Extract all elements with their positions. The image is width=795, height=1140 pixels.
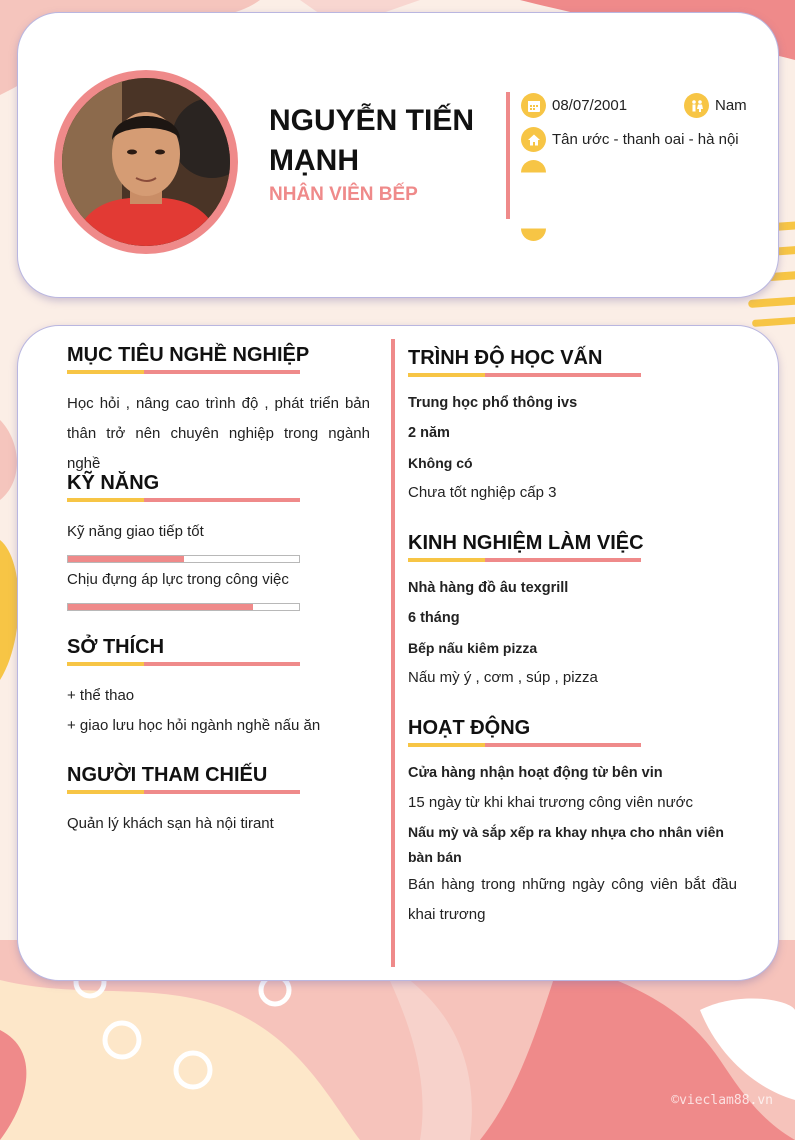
- email-icon: [521, 216, 546, 241]
- career-goal-text: Học hỏi , nâng cao trình độ , phát triển bản thân trở nên chuyên nghiệp trong ngành nghề: [67, 395, 370, 472]
- references-heading: NGƯỜI THAM CHIẾU: [67, 764, 268, 786]
- experience-company: Nhà hàng đồ âu texgrill: [408, 580, 569, 596]
- hobby-item: + thể thao: [67, 687, 135, 704]
- watermark: ©vieclam88.vn: [671, 1093, 773, 1108]
- activity-time: 15 ngày từ khi khai trương công viên nước: [408, 794, 693, 811]
- skill-bar: [67, 555, 300, 563]
- job-title: NHÂN VIÊN BẾP: [269, 184, 418, 205]
- career-goal-underline: [67, 370, 300, 374]
- hobby-item: + giao lưu học hỏi ngành nghề nấu ăn: [67, 717, 321, 734]
- birthday-value: 08/07/2001: [552, 97, 628, 114]
- avatar: [54, 70, 238, 254]
- candidate-name: NGUYỄN TIẾN MẠNH: [269, 104, 475, 177]
- activity-role: Nấu mỳ và sắp xếp ra khay nhựa cho nhân viên bàn bán: [408, 824, 724, 865]
- home-icon: [521, 127, 546, 152]
- skill-label: Chịu đựng áp lực trong công việc: [67, 571, 289, 588]
- calendar-icon: [521, 93, 546, 118]
- content-card: [17, 325, 779, 981]
- column-divider: [391, 339, 395, 967]
- references-underline: [67, 790, 300, 794]
- activity-org: Cửa hàng nhận hoạt động từ bên vin: [408, 765, 663, 781]
- experience-position: Bếp nấu kiêm pizza: [408, 640, 538, 656]
- education-underline: [408, 373, 641, 377]
- phone-icon: [521, 160, 546, 185]
- experience-description: Nấu mỳ ý , cơm , súp , pizza: [408, 669, 598, 686]
- profile-card: [17, 12, 779, 298]
- education-school: Trung học phổ thông ivs: [408, 395, 578, 411]
- experience-underline: [408, 558, 641, 562]
- experience-duration: 6 tháng: [408, 610, 460, 626]
- skill-bar-fill: [68, 604, 253, 610]
- gender-icon: [684, 93, 709, 118]
- hobbies-underline: [67, 662, 300, 666]
- profile-photo: [62, 78, 230, 246]
- activities-underline: [408, 743, 641, 747]
- skill-label: Kỹ năng giao tiếp tốt: [67, 523, 204, 540]
- education-heading: TRÌNH ĐỘ HỌC VẤN: [408, 347, 603, 369]
- education-major: Không có: [408, 455, 473, 471]
- education-duration: 2 năm: [408, 425, 450, 441]
- skill-bar-fill: [68, 556, 184, 562]
- skill-bar: [67, 603, 300, 611]
- career-goal-heading: MỤC TIÊU NGHỀ NGHIỆP: [67, 344, 310, 366]
- references-text: Quản lý khách sạn hà nội tirant: [67, 815, 274, 832]
- activities-heading: HOẠT ĐỘNG: [408, 717, 531, 739]
- gender-value: Nam: [715, 97, 747, 114]
- hobbies-heading: SỞ THÍCH: [67, 636, 165, 658]
- address-value: Tân ước - thanh oai - hà nội: [552, 131, 739, 148]
- activity-description: Bán hàng trong những ngày công viên bắt đầu khai trương: [408, 876, 737, 923]
- info-divider: [506, 92, 510, 219]
- experience-heading: KINH NGHIỆM LÀM VIỆC: [408, 532, 644, 554]
- skills-heading: KỸ NĂNG: [67, 472, 160, 494]
- skills-underline: [67, 498, 300, 502]
- education-description: Chưa tốt nghiệp cấp 3: [408, 484, 557, 501]
